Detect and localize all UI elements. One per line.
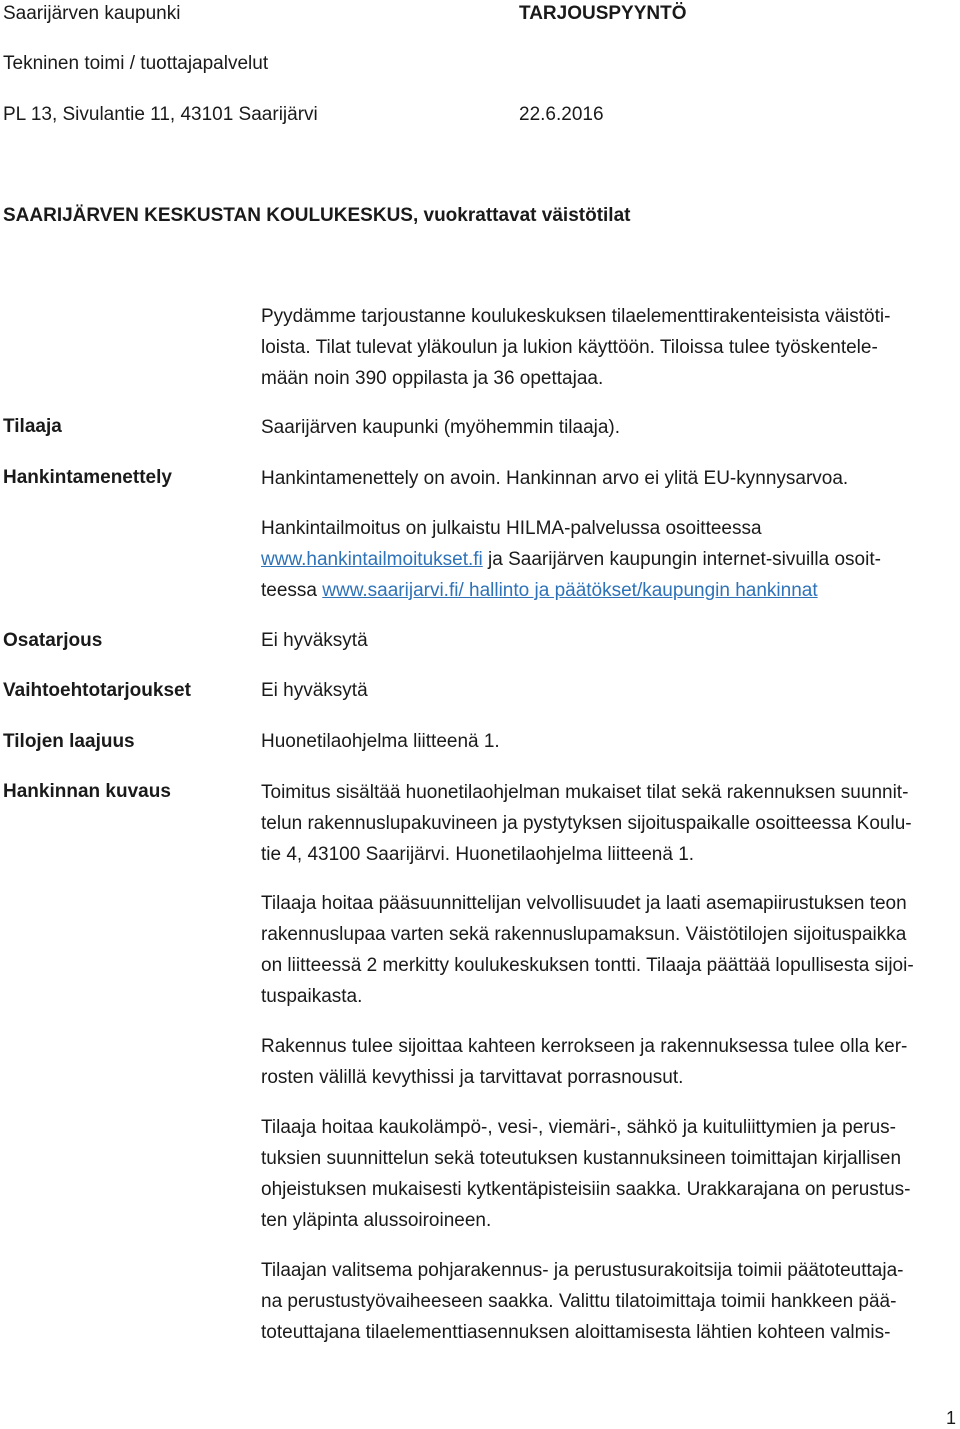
text-line: ten yläpinta alussoiroineen. xyxy=(261,1210,492,1231)
text-line: rakennuslupaa varten sekä rakennuslupamaksun. Väistötilojen sijoituspaikka xyxy=(261,924,907,945)
text-line: Pyydämme tarjoustanne koulukeskuksen tilaelementtirakenteisista väistöti- xyxy=(261,306,891,327)
text-line xyxy=(261,544,951,575)
text-line: tie 4, 43100 Saarijärvi. Huonetilaohjelma liitteenä 1. xyxy=(261,844,695,865)
text-line: Rakennus tulee sijoittaa kahteen kerrokseen ja rakennuksessa tulee olla ker- xyxy=(261,1036,908,1057)
tilaaja-value: Saarijärven kaupunki (myöhemmin tilaaja). xyxy=(261,417,621,438)
saarijarvi-link[interactable]: www.saarijarvi.fi/ hallinto ja päätökset/kaupungin hankinnat xyxy=(322,580,818,601)
description-paragraph-3 xyxy=(261,1031,951,1093)
intro-paragraph xyxy=(261,301,951,394)
hankintamenettely-label: Hankintamenettely xyxy=(3,467,172,488)
hankintailmoitukset-link[interactable]: www.hankintailmoitukset.fi xyxy=(261,549,483,570)
text-fragment: teessa xyxy=(261,580,323,601)
description-paragraph-1 xyxy=(261,777,951,870)
text-line: Tilaaja hoitaa pääsuunnittelijan velvollisuudet ja laati asemapiirustuksen teon xyxy=(261,893,907,914)
description-paragraph-5 xyxy=(261,1255,951,1348)
text-line: Tilaaja hoitaa kaukolämpö-, vesi-, viemäri-, sähkö ja kuituliittymien ja perus- xyxy=(261,1117,896,1138)
osatarjous-value: Ei hyväksytä xyxy=(261,630,368,651)
hankintamenettely-value: Hankintamenettely on avoin. Hankinnan arvo ei ylitä EU-kynnysarvoa. xyxy=(261,468,849,489)
address: PL 13, Sivulantie 11, 43101 Saarijärvi xyxy=(3,104,318,125)
osatarjous-label: Osatarjous xyxy=(3,630,103,651)
kuvaus-label: Hankinnan kuvaus xyxy=(3,781,171,802)
date: 22.6.2016 xyxy=(519,104,604,125)
text-line: Toimitus sisältää huonetilaohjelman mukaiset tilat sekä rakennuksen suunnit- xyxy=(261,782,909,803)
text-line: rosten välillä kevythissi ja tarvittavat porrasnousut. xyxy=(261,1067,684,1088)
org-name: Saarijärven kaupunki xyxy=(3,3,181,24)
hilma-paragraph xyxy=(261,513,951,606)
page-number: 1 xyxy=(945,1408,956,1428)
text-line: toteuttajana tilaelementtiasennuksen aloittamisesta lähtien kohteen valmis- xyxy=(261,1322,891,1343)
text-line: tuspaikasta. xyxy=(261,986,363,1007)
page-title: SAARIJÄRVEN KESKUSTAN KOULUKESKUS, vuokrattavat väistötilat xyxy=(3,205,631,226)
text-line: ohjeistuksen mukaisesti kytkentäpisteisiin saakka. Urakkarajana on perustus- xyxy=(261,1179,911,1200)
text-line: tuksien suunnittelun sekä toteutuksen kustannuksineen toimittajan kirjallisen xyxy=(261,1148,902,1169)
text-line: Hankintailmoitus on julkaistu HILMA-palvelussa osoitteessa xyxy=(261,518,762,539)
doc-type: TARJOUSPYYNTÖ xyxy=(519,3,687,24)
vaihtoehto-label: Vaihtoehtotarjoukset xyxy=(3,680,191,701)
description-paragraph-4 xyxy=(261,1112,951,1236)
text-line: na perustustyövaiheeseen saakka. Valittu tilatoimittaja toimii hankkeen pää- xyxy=(261,1291,897,1312)
text-fragment: ja Saarijärven kaupungin internet-sivuilla osoit- xyxy=(482,549,881,570)
text-line: telun rakennuslupakuvineen ja pystytyksen sijoituspaikalle osoitteessa Koulu- xyxy=(261,813,912,834)
text-line: on liitteessä 2 merkitty koulukeskuksen tontti. Tilaaja päättää lopullisesta sijoi- xyxy=(261,955,914,976)
text-line: Tilaajan valitsema pohjarakennus- ja perustusurakoitsija toimii päätoteuttaja- xyxy=(261,1260,904,1281)
tilaaja-label: Tilaaja xyxy=(3,416,62,437)
text-line: loista. Tilat tulevat yläkoulun ja lukion käyttöön. Tiloissa tulee työskentele- xyxy=(261,337,878,358)
department: Tekninen toimi / tuottajapalvelut xyxy=(3,53,269,74)
laajuus-label: Tilojen laajuus xyxy=(3,731,135,752)
text-line: mään noin 390 oppilasta ja 36 opettajaa. xyxy=(261,368,604,389)
laajuus-value: Huonetilaohjelma liitteenä 1. xyxy=(261,731,500,752)
description-paragraph-2 xyxy=(261,888,951,1012)
vaihtoehto-value: Ei hyväksytä xyxy=(261,680,368,701)
text-line xyxy=(261,575,951,606)
